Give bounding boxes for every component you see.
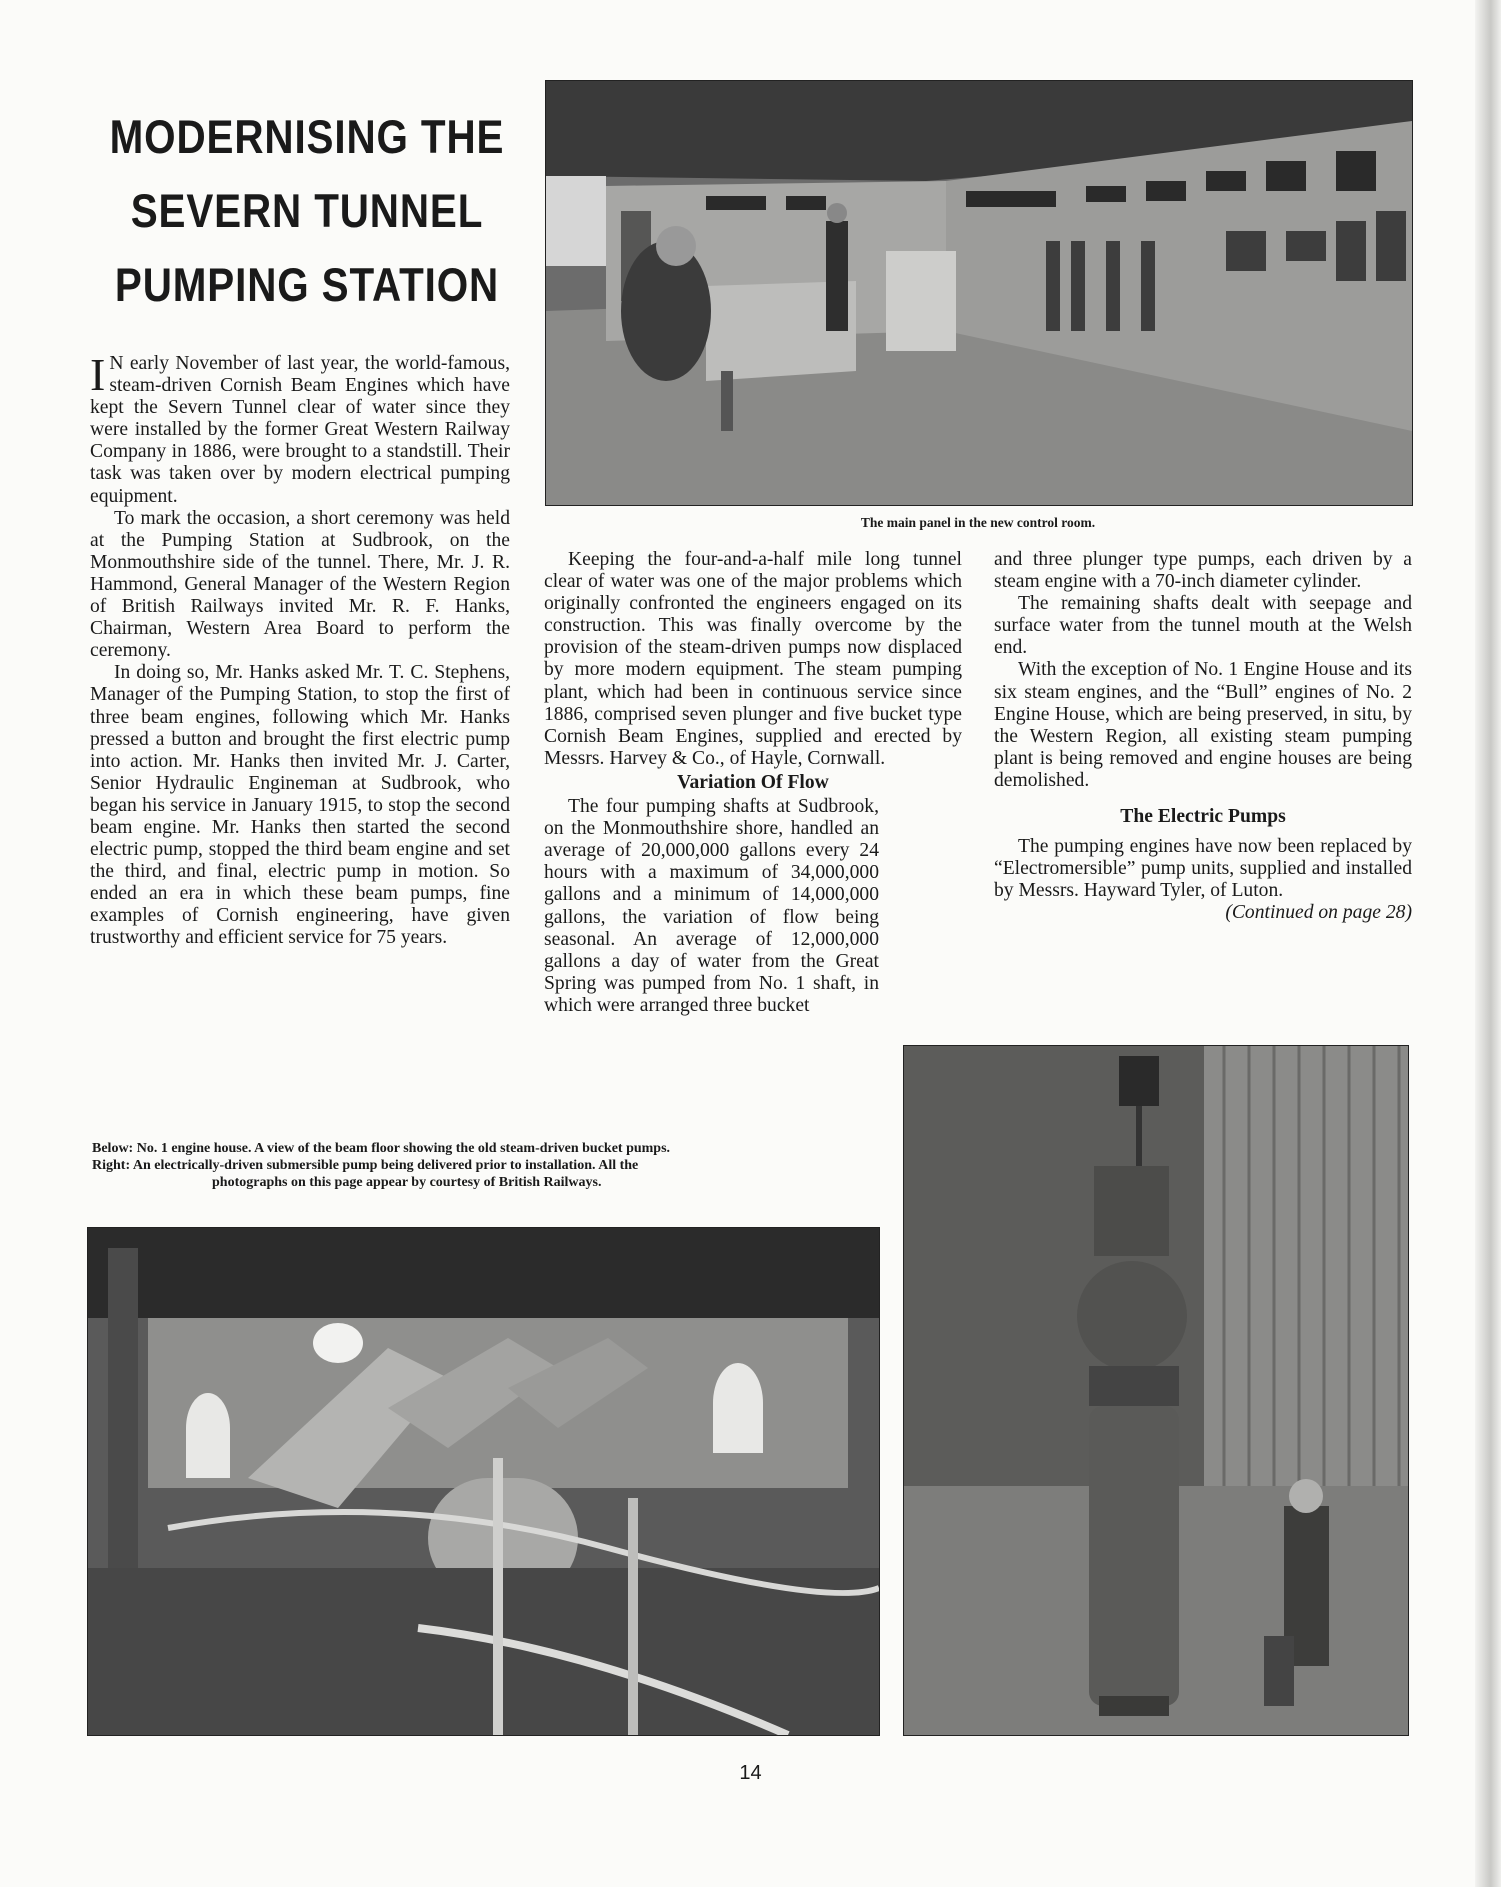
control-room-photo <box>545 80 1413 506</box>
caption-line-below: Below: No. 1 engine house. A view of the beam floor showing the old steam-driven bucket pumps. <box>92 1141 671 1156</box>
title-line-1: MODERNISING THE <box>109 110 505 163</box>
control-room-caption: The main panel in the new control room. <box>860 515 1096 530</box>
paragraph-electromersible: The pumping engines have now been replaced by “Electromersible” pump units, supplied and installed by Messrs. Hayward Tyler, of Luton. <box>994 836 1412 902</box>
submersible-pump-photo <box>903 1045 1409 1736</box>
paragraph-plunger: and three plunger type pumps, each driven by a steam engine with a 70-inch diameter cylinder. <box>994 549 1412 593</box>
subhead-variation-of-flow: Variation Of Flow <box>677 771 829 793</box>
paragraph-tunnel: Keeping the four-and-a-half mile long tunnel clear of water was one of the major problems which originally confronted the engineers engaged on its construction. This was finally overcome by the provision of the steam-driven pumps now displaced by more modern equipment. The steam pumping plant, which had been in continuous service since 1886, comprised seven plunger and five bucket type Cornish Beam Engines, supplied and erected by Messrs. Harvey & Co., of Hayle, Cornwall. <box>544 549 962 769</box>
page-number: 14 <box>739 1762 762 1784</box>
lower-caption <box>92 1140 872 1191</box>
article-title <box>92 100 522 322</box>
paragraph-seepage: The remaining shafts dealt with seepage and surface water from the tunnel mouth at the Welsh end. <box>994 593 1412 659</box>
paragraph-intro: I N early November of last year, the world-famous, steam-driven Cornish Beam Engines which have kept the Severn Tunnel clear of water since they were installed by the former Great Western Railway Company in 1886, were brought to a standstill. Their task was taken over by modern electrical pumping equipment. <box>90 349 510 507</box>
caption-line-courtesy: photographs on this page appear by courtesy of British Railways. <box>212 1175 602 1190</box>
subhead-electric-pumps: The Electric Pumps <box>1120 806 1286 828</box>
caption-line-right: Right: An electrically-driven submersible pump being delivered prior to installation. All the <box>92 1158 639 1173</box>
page-binding-edge <box>1475 0 1501 1887</box>
column-1 <box>90 349 510 950</box>
dropcap: I <box>90 349 106 400</box>
paragraph-flow: The four pumping shafts at Sudbrook, on the Monmouthshire shore, handled an average of 20,000,000 gallons every 24 hours with a maximum of 34,000,000 gallons and a minimum of 14,000,000 gallons, the variation of flow being seasonal. An average of 12,000,000 gallons a day of water from the Great Spring was pumped from No. 1 shaft, in which were arranged three bucket <box>544 796 879 1016</box>
engine-house-photo <box>87 1227 880 1736</box>
column-2 <box>544 549 962 1017</box>
column-3 <box>994 549 1412 925</box>
continued-note: (Continued on page 28) <box>1225 902 1412 924</box>
title-line-3: PUMPING STATION <box>114 258 500 311</box>
paragraph-hanks: In doing so, Mr. Hanks asked Mr. T. C. Stephens, Manager of the Pumping Station, to stop the first of three beam engines, following which Mr. Hanks pressed a button and brought the first electric pump into action. Mr. Hanks then invited Mr. J. Carter, Senior Hydraulic Engineman at Sudbrook, who began his service in January 1915, to stop the second beam engine. Mr. Hanks then started the second electric pump, stopped the third beam engine and set the third, and final, electric pump in motion. So ended an era in which these beam pumps, fine examples of Cornish engineering, have given trustworthy and efficient service for 75 years. <box>90 662 510 949</box>
paragraph-ceremony: To mark the occasion, a short ceremony was held at the Pumping Station at Sudbrook, on the Monmouthshire side of the tunnel. There, Mr. J. R. Hammond, General Manager of the Western Region of British Railways invited Mr. R. F. Hanks, Chairman, Western Area Board to perform the ceremony. <box>90 507 510 662</box>
title-line-2: SEVERN TUNNEL <box>130 184 484 237</box>
paragraph-preserved: With the exception of No. 1 Engine House and its six steam engines, and the “Bull” engines of No. 2 Engine House, which are being preserved, in situ, by the Western Region, all existing steam pumping plant is being removed and engine houses are being demolished. <box>994 659 1412 791</box>
